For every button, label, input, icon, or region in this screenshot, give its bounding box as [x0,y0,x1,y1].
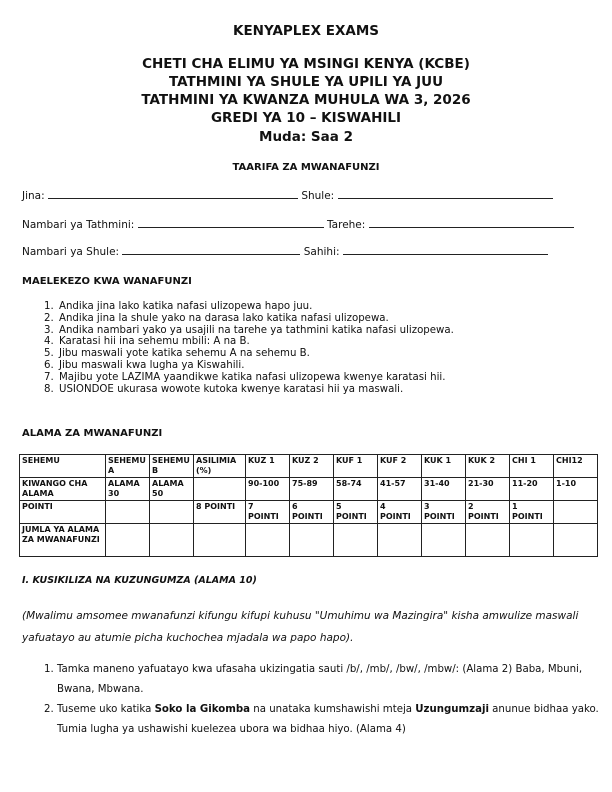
student-info-heading: TAARIFA ZA MWANAFUNZI [232,162,380,173]
exam-title-line-3: TATHMINI YA KWANZA MUHULA WA 3, 2026 [141,92,471,108]
table-cell: KUF 1 [334,455,378,478]
table-cell: 4 POINTI [378,501,422,524]
table-row [20,501,598,524]
table-cell: 2 POINTI [466,501,510,524]
instruction-item: 6. Jibu maswali kwa lugha ya Kiswahili. [57,360,612,372]
table-cell[interactable] [378,524,422,557]
table-cell[interactable] [246,524,290,557]
instructions-heading: MAELEKEZO KWA WANAFUNZI [22,276,192,287]
questions-list [22,660,612,740]
question-1: 1. Tamka maneno yafuatayo kwa ufasaha ukizingatia sauti /b/, /mb/, /bw/, /mbw/: (Alama 2) Baba, Mbuni, Bwana, Mbwana. [57,660,612,700]
question-2-market: Soko la Gikomba [154,704,251,715]
table-cell: SEHEMU [20,455,106,478]
table-cell[interactable] [150,501,194,524]
table-cell[interactable] [150,524,194,557]
exam-body-title: KENYAPLEX EXAMS [233,23,379,39]
marks-heading: ALAMA ZA MWANAFUNZI [22,428,163,439]
table-cell[interactable] [510,524,554,557]
table-cell: 90-100 [246,478,290,501]
instruction-item: 7. Majibu yote LAZIMA yaandikwe katika nafasi ulizopewa kwenye karatasi hii. [57,372,612,384]
section-1-intro: (Mwalimu amsomee mwanafunzi kifungu kifupi kuhusu "Umuhimu wa Mazingira" kisha amwulize maswali yafuatayo au atumie picha kuchochea mjadala wa papo hapo). [22,610,579,644]
table-cell[interactable] [466,524,510,557]
table-cell: 21-30 [466,478,510,501]
section-1-heading: I. KUSIKILIZA NA KUZUNGUMZA (ALAMA 10) [22,575,257,586]
field-row-school-signature [22,245,548,258]
table-cell[interactable] [106,524,150,557]
table-cell[interactable] [194,524,246,557]
table-cell: 75-89 [290,478,334,501]
table-cell: ALAMA 50 [150,478,194,501]
question-2-customer: Uzungumzaji [415,704,489,715]
instructions-list [22,301,612,395]
question-2 [57,700,612,740]
instruction-item: 8. USIONDOE ukurasa wowote kutoka kwenye karatasi hii ya maswali. [57,384,612,396]
table-cell: 1-10 [554,478,598,501]
table-cell: 31-40 [422,478,466,501]
table-cell[interactable] [554,524,598,557]
exam-duration: Muda: Saa 2 [259,129,353,145]
table-cell: KUK 2 [466,455,510,478]
question-2-text: anunue bidhaa yako. Tumia lugha ya ushawishi kuelezea ubora wa bidhaa hiyo. (Alama 4) [57,704,599,735]
marks-table [19,454,598,557]
exam-title-line-1: CHETI CHA ELIMU YA MSINGI KENYA (KCBE) [142,56,470,72]
date-field[interactable] [369,218,574,228]
table-row [20,478,598,501]
table-cell: ASILIMIA (%) [194,455,246,478]
instruction-item: 5. Jibu maswali yote katika sehemu A na sehemu B. [57,348,612,360]
instruction-item: 2. Andika jina la shule yako na darasa lako katika nafasi ulizopewa. [57,313,612,325]
table-cell[interactable] [422,524,466,557]
question-2-text: Tuseme uko katika [57,704,155,715]
table-cell: 1 POINTI [510,501,554,524]
field-row-name-school [22,189,553,202]
signature-field[interactable] [343,245,548,255]
table-cell: KIWANGO CHA ALAMA [20,478,106,501]
table-cell: SEHEMU B [150,455,194,478]
school-number-field[interactable] [122,245,300,255]
table-cell[interactable] [334,524,378,557]
table-cell[interactable] [290,524,334,557]
table-cell: 3 POINTI [422,501,466,524]
table-cell: 6 POINTI [290,501,334,524]
table-cell: CHI 1 [510,455,554,478]
table-cell [194,478,246,501]
assessment-number-label: Nambari ya Tathmini: [22,219,135,231]
table-cell: 8 POINTI [194,501,246,524]
field-row-assessment-date [22,218,574,231]
question-2-text: na unataka kumshawishi mteja [250,704,416,715]
table-cell: 58-74 [334,478,378,501]
table-cell: KUZ 2 [290,455,334,478]
table-cell: POINTI [20,501,106,524]
exam-title-line-2: TATHMINI YA SHULE YA UPILI YA JUU [168,74,444,90]
exam-title-line-4: GREDI YA 10 – KISWAHILI [210,110,402,126]
table-cell: SEHEMU A [106,455,150,478]
table-cell[interactable] [106,501,150,524]
table-cell: ALAMA 30 [106,478,150,501]
table-cell: 11-20 [510,478,554,501]
table-cell: KUZ 1 [246,455,290,478]
school-field[interactable] [338,189,553,199]
instruction-item: 4. Karatasi hii ina sehemu mbili: A na B. [57,336,612,348]
table-cell: 5 POINTI [334,501,378,524]
table-cell: 7 POINTI [246,501,290,524]
signature-label: Sahihi: [303,246,340,258]
school-label: Shule: [301,190,335,202]
table-cell: 41-57 [378,478,422,501]
table-cell: JUMLA YA ALAMA ZA MWANAFUNZI [20,524,106,557]
table-row [20,455,598,478]
date-label: Tarehe: [327,219,366,231]
school-number-label: Nambari ya Shule: [22,246,120,258]
instruction-item: 1. Andika jina lako katika nafasi ulizopewa hapo juu. [57,301,612,313]
name-label: Jina: [22,190,45,202]
instruction-item: 3. Andika nambari yako ya usajili na tarehe ya tathmini katika nafasi ulizopewa. [57,325,612,337]
assessment-number-field[interactable] [138,218,324,228]
table-cell: KUF 2 [378,455,422,478]
name-field[interactable] [48,189,298,199]
table-cell: CHI12 [554,455,598,478]
table-cell [554,501,598,524]
table-cell: KUK 1 [422,455,466,478]
table-row [20,524,598,557]
